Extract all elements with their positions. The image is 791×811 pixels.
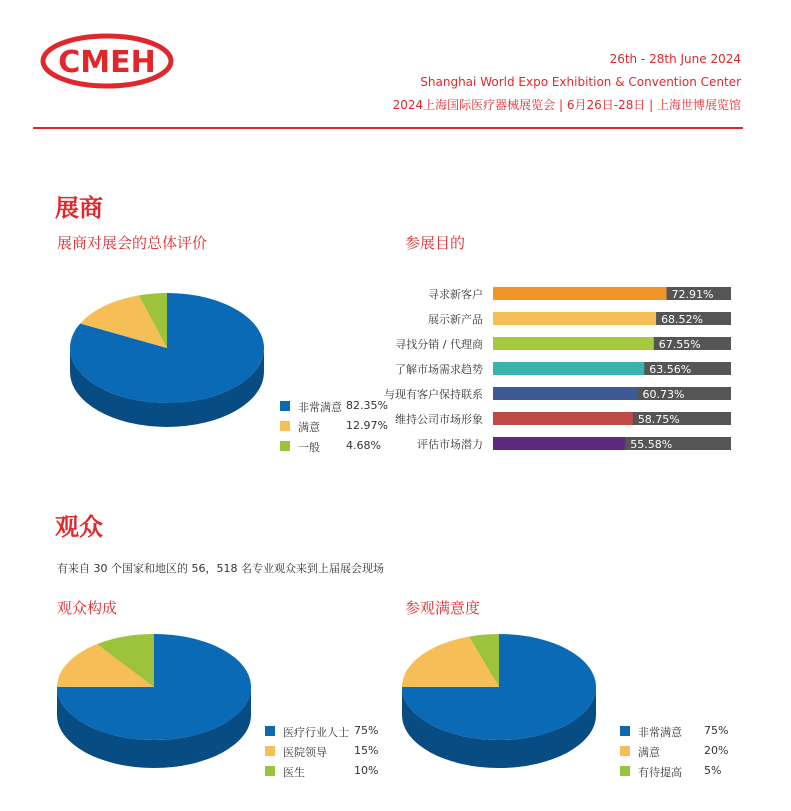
legend-label: 医疗行业人士 — [283, 726, 349, 739]
legend-swatch — [280, 421, 290, 431]
legend-label: 非常满意 — [638, 726, 682, 739]
legend-label: 有待提高 — [638, 766, 682, 779]
visitor-composition-legend — [265, 724, 385, 784]
bar — [493, 412, 633, 425]
legend-value: 82.35% — [346, 399, 388, 412]
visitor-satisfaction-legend — [620, 724, 735, 784]
bar-value-label: 63.56% — [649, 363, 692, 376]
visitor-satisfaction-title: 参观满意度 — [405, 599, 481, 617]
legend-value: 20% — [704, 744, 729, 757]
bar-category-label: 维持公司市场形象 — [395, 413, 483, 426]
bar-category-label: 寻求新客户 — [428, 288, 483, 301]
bar-value-label: 55.58% — [630, 438, 673, 451]
bar — [493, 337, 654, 350]
visitor-satisfaction-pie — [400, 630, 600, 770]
bar-value-label: 58.75% — [637, 413, 680, 426]
legend-item — [265, 744, 385, 758]
bar — [493, 287, 667, 300]
bar-value-label: 68.52% — [661, 313, 704, 326]
legend-label: 一般 — [298, 441, 320, 454]
legend-item — [620, 764, 735, 778]
header-divider — [33, 127, 743, 129]
legend-value: 12.97% — [346, 419, 388, 432]
exhibitor-satisfaction-pie — [60, 285, 275, 435]
legend-item — [265, 764, 385, 778]
legend-swatch — [265, 766, 275, 776]
legend-item — [280, 399, 410, 413]
legend-value: 75% — [704, 724, 729, 737]
legend-label: 满意 — [638, 746, 660, 759]
bar-category-label: 与现有客户保持联系 — [384, 388, 483, 401]
bar-value-label: 72.91% — [671, 288, 714, 301]
bar-category-label: 寻找分销 / 代理商 — [395, 338, 483, 351]
legend-item — [280, 439, 410, 453]
bar-category-label: 评估市场潜力 — [417, 438, 483, 451]
exhibitor-satisfaction-legend — [280, 399, 410, 459]
visitor-composition-title: 观众构成 — [57, 599, 118, 617]
bar — [493, 437, 625, 450]
visitors-title: 观众 — [55, 513, 103, 541]
legend-item — [620, 724, 735, 738]
legend-value: 10% — [354, 764, 379, 777]
exhibit-purpose-bar-chart — [384, 282, 740, 457]
legend-item — [280, 419, 410, 433]
legend-label: 医生 — [283, 766, 305, 779]
event-venue: Shanghai World Expo Exhibition & Convention Center — [420, 75, 741, 89]
bar — [493, 387, 638, 400]
exhibit-purpose-title: 参展目的 — [405, 234, 466, 252]
legend-item — [620, 744, 735, 758]
bar — [493, 312, 656, 325]
bar — [493, 362, 644, 375]
legend-value: 15% — [354, 744, 379, 757]
legend-value: 4.68% — [346, 439, 381, 452]
legend-swatch — [265, 726, 275, 736]
logo — [40, 30, 175, 92]
bar-category-label: 展示新产品 — [428, 313, 483, 326]
legend-item — [265, 724, 385, 738]
event-date: 26th - 28th June 2024 — [609, 52, 741, 66]
legend-value: 75% — [354, 724, 379, 737]
legend-swatch — [265, 746, 275, 756]
legend-value: 5% — [704, 764, 722, 777]
exhibitors-title: 展商 — [55, 194, 103, 222]
legend-swatch — [620, 746, 630, 756]
bar-category-label: 了解市场需求趋势 — [395, 363, 483, 376]
event-chinese-info: 2024上海国际医疗器械展览会 | 6月26日-28日 | 上海世博展览馆 — [392, 98, 741, 112]
visitor-composition-pie — [55, 630, 255, 770]
legend-swatch — [620, 766, 630, 776]
legend-label: 医院领导 — [283, 746, 327, 759]
bar-value-label: 60.73% — [642, 388, 685, 401]
legend-swatch — [280, 441, 290, 451]
exhibitor-satisfaction-title: 展商对展会的总体评价 — [57, 234, 208, 252]
legend-swatch — [280, 401, 290, 411]
legend-swatch — [620, 726, 630, 736]
logo-text: CMEH — [58, 45, 156, 80]
legend-label: 满意 — [298, 421, 320, 434]
bar-value-label: 67.55% — [658, 338, 701, 351]
legend-label: 非常满意 — [298, 401, 342, 414]
visitors-intro: 有来自 30 个国家和地区的 56，518 名专业观众来到上届展会现场 — [57, 562, 384, 575]
